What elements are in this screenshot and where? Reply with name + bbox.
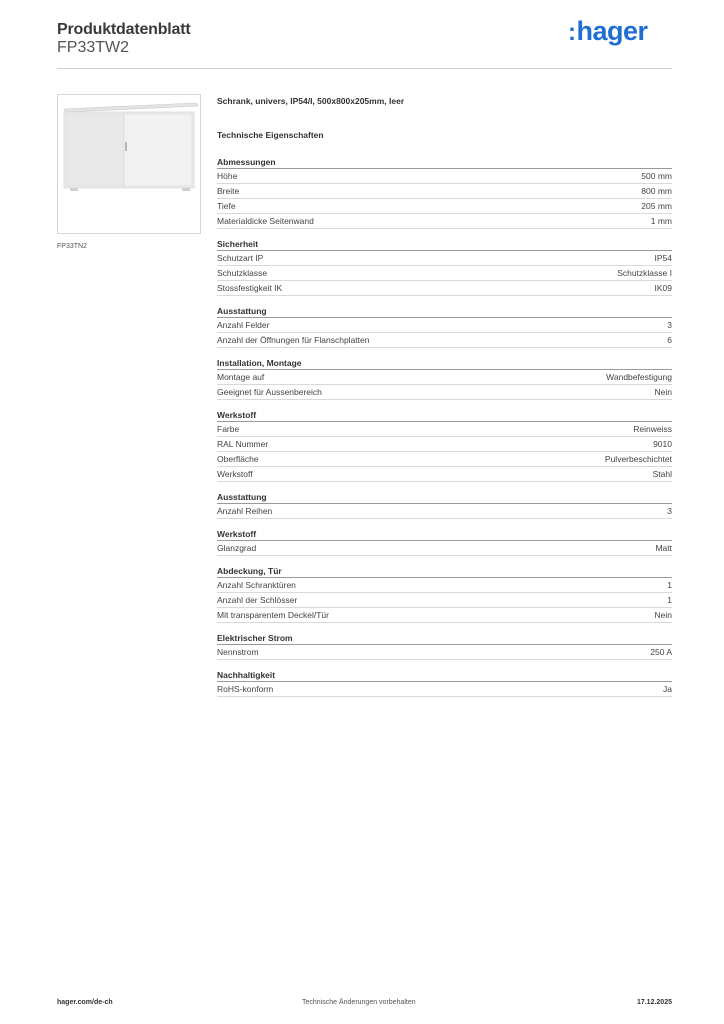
property-value: 3 — [667, 506, 672, 516]
property-label: Anzahl Felder — [217, 320, 270, 330]
property-value: 9010 — [653, 439, 672, 449]
property-section — [217, 357, 672, 400]
property-value: Schutzklasse I — [617, 268, 672, 278]
footer-date: 17.12.2025 — [636, 999, 672, 1006]
property-value: IP54 — [654, 253, 672, 263]
property-section — [217, 632, 672, 660]
property-row — [217, 333, 672, 348]
property-label: Oberfläche — [217, 454, 259, 464]
property-section — [217, 305, 672, 348]
hager-logo — [568, 16, 648, 47]
property-label: Höhe — [217, 171, 238, 181]
properties-table — [217, 156, 672, 706]
property-section — [217, 565, 672, 623]
property-value: Nein — [654, 610, 672, 620]
property-value: Pulverbeschichtet — [604, 454, 672, 464]
property-section — [217, 409, 672, 482]
property-row — [217, 266, 672, 281]
property-row — [217, 370, 672, 385]
property-row — [217, 578, 672, 593]
property-label: Geeignet für Aussenbereich — [217, 387, 322, 397]
section-heading: Werkstoff — [217, 528, 672, 541]
property-label: Werkstoff — [217, 469, 253, 479]
logo-dots-icon: : — [568, 19, 576, 46]
section-heading: Abdeckung, Tür — [217, 565, 672, 578]
property-value: 3 — [667, 320, 672, 330]
section-heading: Elektrischer Strom — [217, 632, 672, 645]
section-heading: Ausstattung — [217, 491, 672, 504]
property-section — [217, 156, 672, 229]
property-row — [217, 199, 672, 214]
property-label: Anzahl der Schlösser — [217, 595, 298, 605]
property-row — [217, 214, 672, 229]
property-value: 205 mm — [641, 201, 672, 211]
property-row — [217, 281, 672, 296]
property-label: Nennstrom — [217, 647, 259, 657]
property-value: IK09 — [654, 283, 672, 293]
property-value: Matt — [655, 543, 672, 553]
property-row — [217, 682, 672, 697]
property-section — [217, 491, 672, 519]
section-heading: Nachhaltigkeit — [217, 669, 672, 682]
property-label: Schutzklasse — [217, 268, 268, 278]
section-heading: Abmessungen — [217, 156, 672, 169]
section-heading: Ausstattung — [217, 305, 672, 318]
property-label: Mit transparentem Deckel/Tür — [217, 610, 329, 620]
property-label: RAL Nummer — [217, 439, 269, 449]
property-row — [217, 541, 672, 556]
property-label: Glanzgrad — [217, 543, 257, 553]
property-label: Montage auf — [217, 372, 265, 382]
property-label: Tiefe — [217, 201, 236, 211]
property-row — [217, 608, 672, 623]
property-row — [217, 437, 672, 452]
property-label: RoHS-konform — [217, 684, 274, 694]
image-caption: FP33TN2 — [57, 243, 87, 250]
property-label: Breite — [217, 186, 240, 196]
technical-heading: Technische Eigenschaften — [217, 130, 324, 140]
property-label: Anzahl der Öffnungen für Flanschplatten — [217, 335, 370, 345]
property-value: 800 mm — [641, 186, 672, 196]
product-image — [57, 94, 201, 234]
logo-text: hager — [576, 16, 648, 46]
product-code: FP33TW2 — [57, 39, 130, 56]
footer-disclaimer: Technische Änderungen vorbehalten — [302, 999, 416, 1006]
property-value: 500 mm — [641, 171, 672, 181]
property-row — [217, 593, 672, 608]
property-row — [217, 422, 672, 437]
property-section — [217, 238, 672, 296]
property-value: 1 — [667, 595, 672, 605]
page-title: Produktdatenblatt — [57, 21, 191, 38]
property-section — [217, 669, 672, 697]
cabinet-illustration — [58, 95, 200, 233]
property-value: 6 — [667, 335, 672, 345]
property-value: Stahl — [652, 469, 672, 479]
property-label: Stossfestigkeit IK — [217, 283, 283, 293]
property-value: 1 mm — [650, 216, 672, 226]
header-divider — [57, 68, 672, 69]
section-heading: Installation, Montage — [217, 357, 672, 370]
property-row — [217, 385, 672, 400]
property-row — [217, 318, 672, 333]
property-row — [217, 184, 672, 199]
property-value: Nein — [654, 387, 672, 397]
section-heading: Werkstoff — [217, 409, 672, 422]
property-value: 1 — [667, 580, 672, 590]
property-value: Ja — [663, 684, 672, 694]
property-row — [217, 251, 672, 266]
property-value: Reinweiss — [633, 424, 672, 434]
property-label: Schutzart IP — [217, 253, 264, 263]
property-row — [217, 645, 672, 660]
section-heading: Sicherheit — [217, 238, 672, 251]
property-section — [217, 528, 672, 556]
footer-url[interactable]: hager.com/de-ch — [57, 999, 113, 1006]
property-label: Anzahl Reihen — [217, 506, 273, 516]
property-row — [217, 452, 672, 467]
property-row — [217, 504, 672, 519]
product-description: Schrank, univers, IP54/I, 500x800x205mm, leer — [217, 96, 405, 106]
property-row — [217, 467, 672, 482]
property-label: Anzahl Schranktüren — [217, 580, 296, 590]
property-row — [217, 169, 672, 184]
property-label: Materialdicke Seitenwand — [217, 216, 314, 226]
property-label: Farbe — [217, 424, 240, 434]
property-value: 250 A — [650, 647, 672, 657]
property-value: Wandbefestigung — [606, 372, 672, 382]
